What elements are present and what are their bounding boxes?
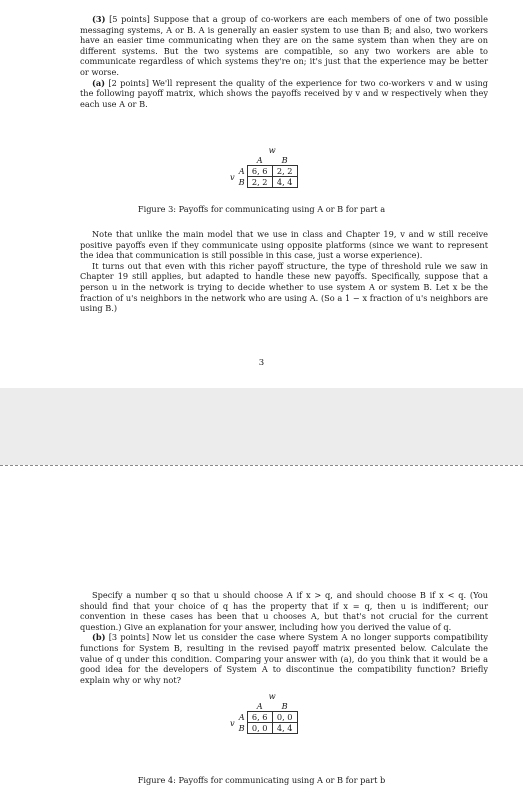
q3-body: Suppose that a group of co-workers are each members of one of two possible messaging systems, A or B. A is generally an easier system to use than B; and also, two workers have an easier time communicating when they are on the same system than when they are on different systems. But the two systems are compatible, so any two workers are able to communicate regardless of which systems they're on; it's just that the experience may be better or worse. <box>80 14 488 77</box>
matrix-a-row-player: v <box>230 171 235 182</box>
matrix-b-row-player: v <box>230 717 235 728</box>
matrix-a-row-label: B <box>238 177 245 187</box>
matrix-b-row-label: B <box>238 723 245 733</box>
matrix-b-col-label: B <box>281 701 288 711</box>
note-block <box>80 229 488 314</box>
matrix-a-cell: 4, 4 <box>272 177 297 188</box>
page-gap <box>0 388 523 465</box>
matrix-a-cell: 2, 2 <box>247 177 272 188</box>
matrix-a-cell: 2, 2 <box>272 166 297 177</box>
payoff-matrix-a <box>228 145 298 188</box>
qa-body: [2 points] We'll represent the quality of the experience for two co-workers v and w using the following payoff matrix, which shows the payoffs received by v and w respectively when they each use A or B. <box>80 77 489 109</box>
question-3-block <box>80 14 488 109</box>
matrix-a-col-player: w <box>268 145 276 155</box>
matrix-a-col-label: B <box>281 155 288 165</box>
question-3b-block <box>80 590 488 685</box>
matrix-b-col-player: w <box>268 691 276 701</box>
matrix-a-cell: 6, 6 <box>247 166 272 177</box>
q3-heading: (3) <box>92 14 106 24</box>
matrix-b-cell: 6, 6 <box>247 712 272 723</box>
matrix-b-cell: 0, 0 <box>247 723 272 734</box>
specify-paragraph: Specify a number q so that u should choose A if x > q, and should choose B if x < q. (You should find that your choice of q has the property that if x = q, then u is indifferent; our convention in these cases has been that u chooses A, but that's not crucial for the current question.) Give an explanation for your answer, including how you derived the value of q. <box>80 590 488 632</box>
page-number: 3 <box>258 358 265 368</box>
note-paragraph-1: Note that unlike the main model that we use in class and Chapter 19, v and w still receive positive payoffs even if they communicate using opposite platforms (since we want to represent the idea that communication is still possible in this case, just a worse experience). <box>80 229 488 261</box>
matrix-b-cell: 4, 4 <box>272 723 297 734</box>
matrix-b-row-label: A <box>238 712 245 722</box>
payoff-matrix-b <box>228 691 298 734</box>
page-3 <box>0 0 523 388</box>
qa-heading: (a) <box>92 77 106 88</box>
page-4 <box>0 466 523 801</box>
qb-body: [3 points] Now let us consider the case where System A no longer supports compatibility functions for System B, resulting in the revised payoff matrix presented below. Calculate the value of q under this condition. Comparing your answer with (a), do you think that it would be a good idea for the developers of System A to discontinue the compatibility function? Briefly explain why or why not? <box>80 632 488 685</box>
matrix-a-col-label: A <box>256 155 263 165</box>
matrix-b-col-label: A <box>256 701 263 711</box>
matrix-b-cell: 0, 0 <box>272 712 297 723</box>
figure-4-caption: Figure 4: Payoffs for communicating using A or B for part b <box>137 775 386 785</box>
q3-points: [5 points] <box>109 14 150 24</box>
figure-3-caption: Figure 3: Payoffs for communicating using A or B for part a <box>137 204 386 214</box>
qb-heading: (b) <box>92 632 106 643</box>
note-paragraph-2: It turns out that even with this richer payoff structure, the type of threshold rule we saw in Chapter 19 still applies, but adapted to handle these new payoffs. Specifically, suppose that a person u in the network is trying to decide whether to use system A or system B. Let x be the fraction of u's neighbors in the network who are using A. (So a 1 − x fraction of u's neighbors are using B.) <box>80 260 488 314</box>
matrix-a-row-label: A <box>238 166 245 176</box>
